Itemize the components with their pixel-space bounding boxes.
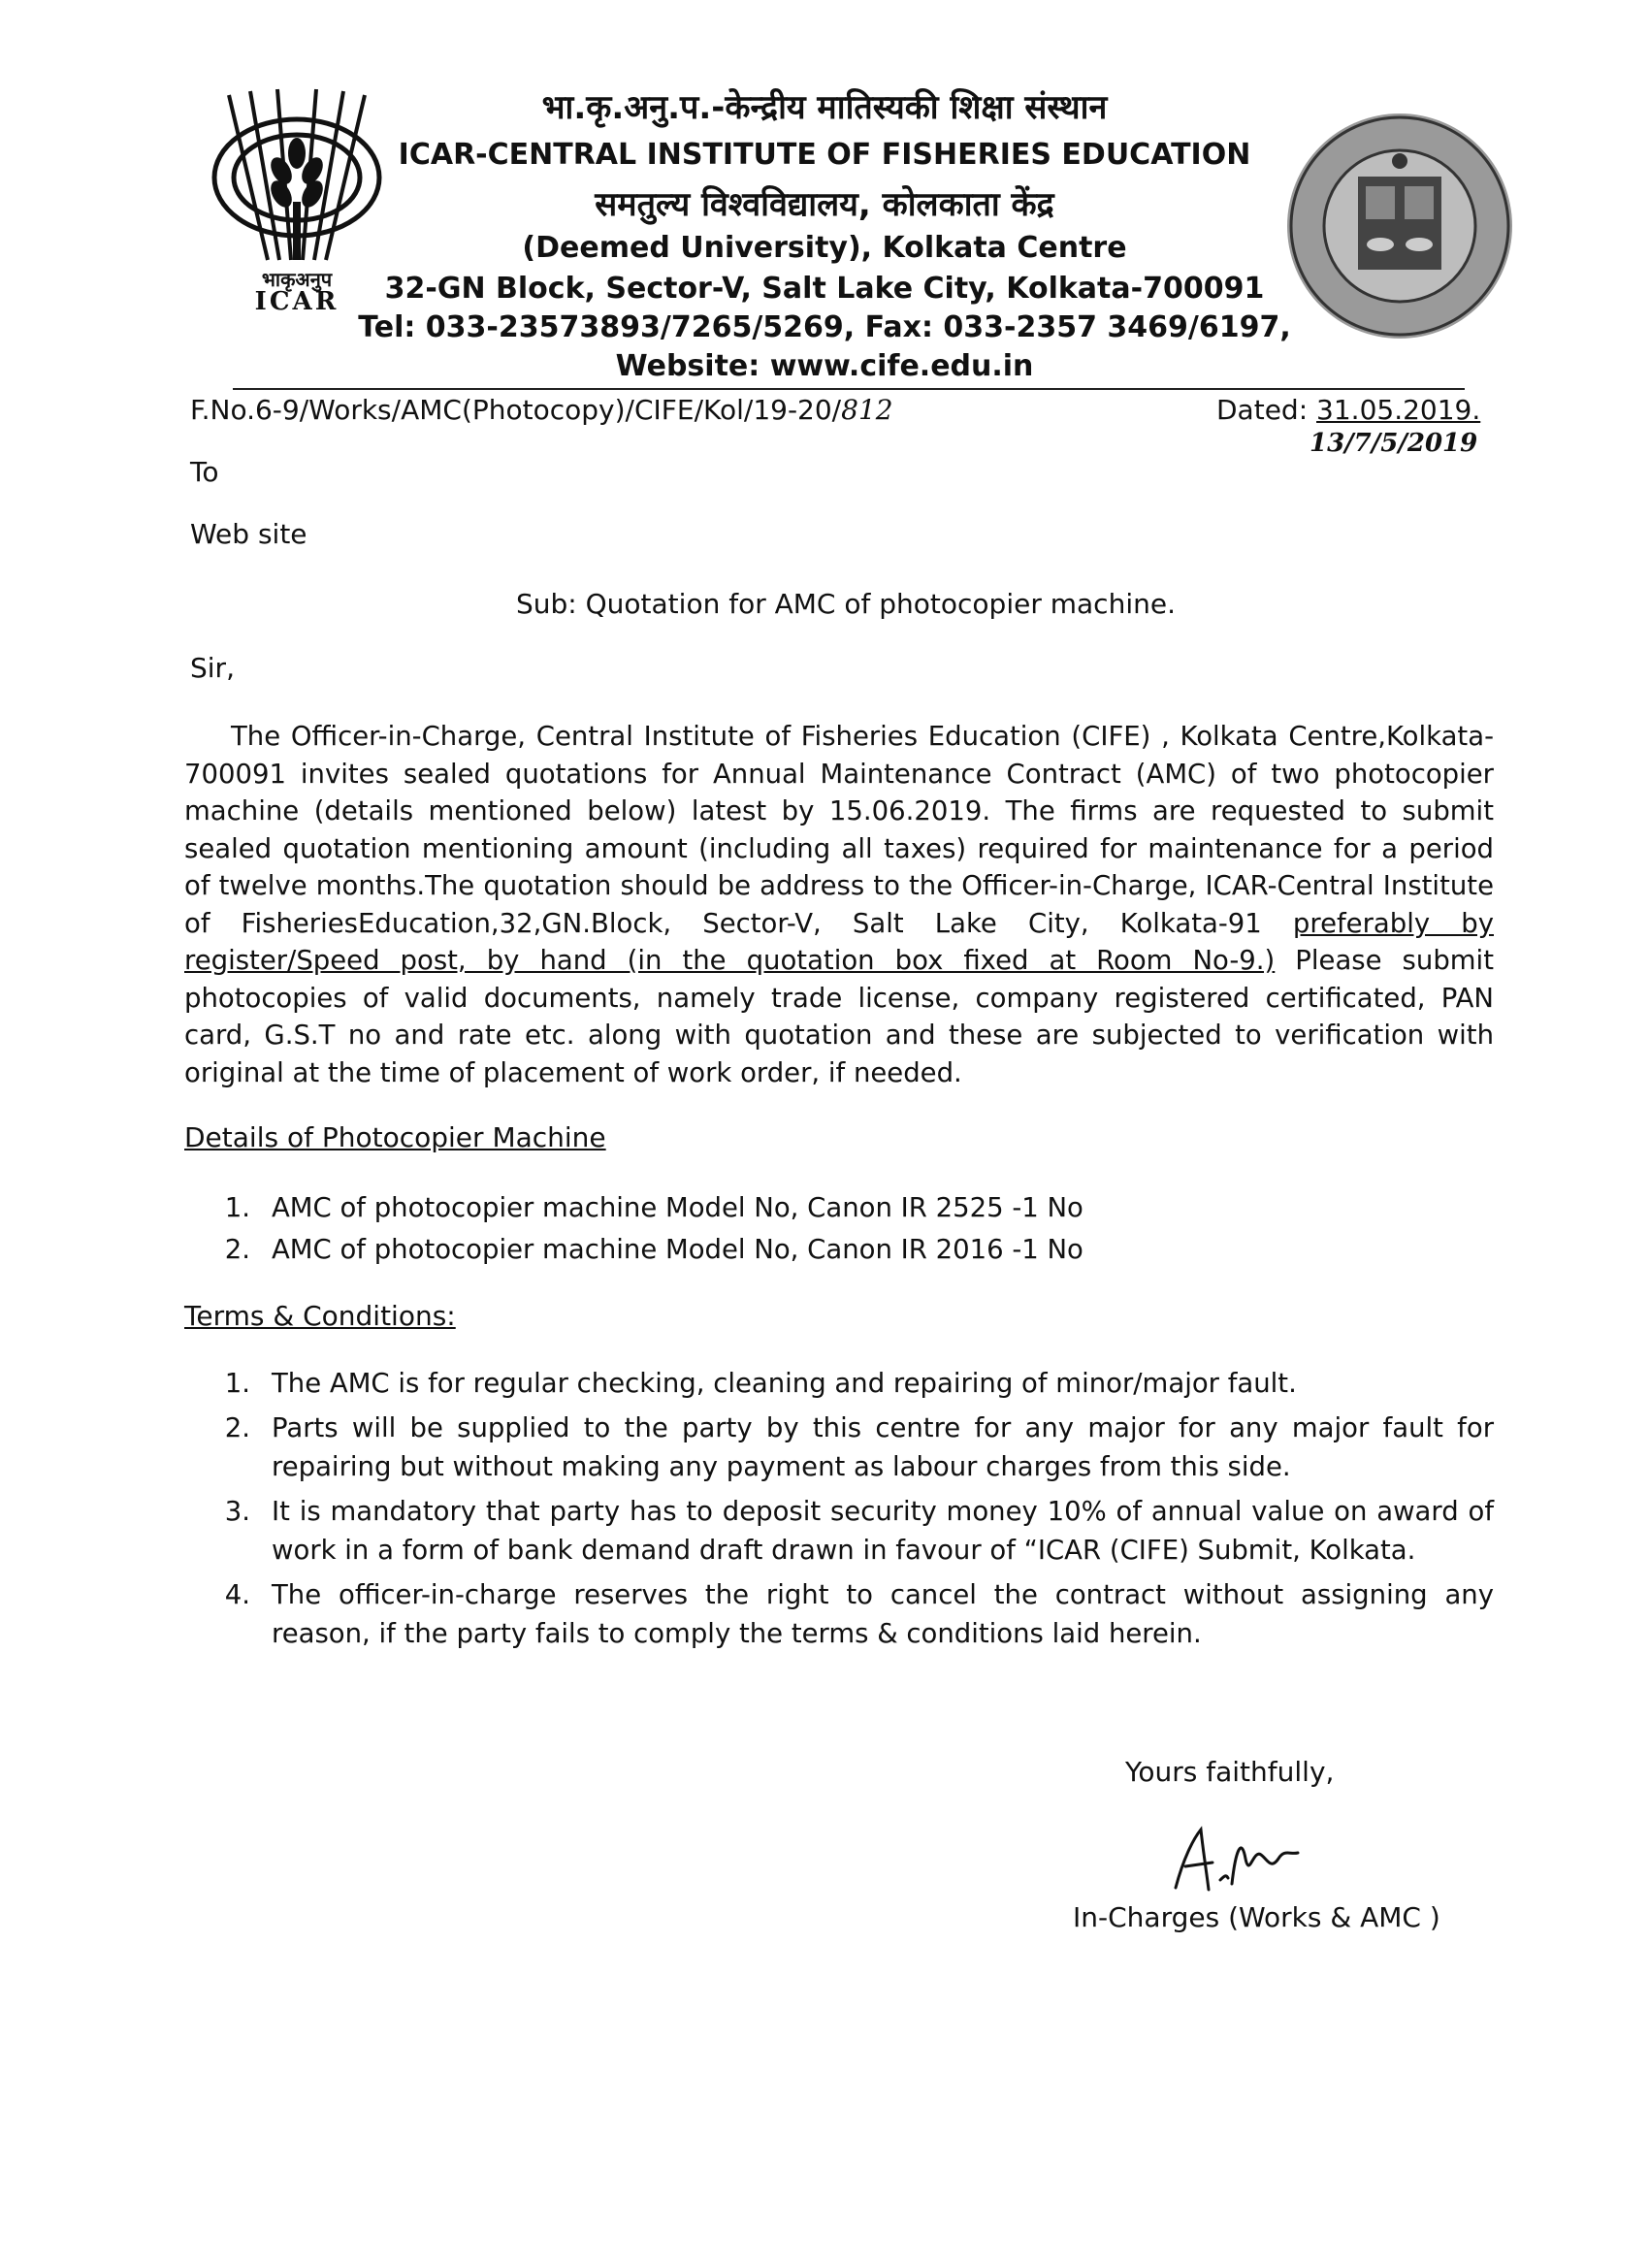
list-item-number: 2. [224, 1412, 250, 1443]
institute-website: Website: www.cife.edu.in [615, 349, 1034, 383]
details-heading: Details of Photocopier Machine [184, 1121, 606, 1153]
list-item-text: Parts will be supplied to the party by this centre for any major for any major fault for repairing but without making any payment as labour charges from this side. [272, 1412, 1494, 1482]
list-item [184, 1492, 1494, 1570]
body-text-1: The Officer-in-Charge, Central Institute of Fisheries Education (CIFE) , Kolkata Centre,Kolkata-700091 invites sealed quotations for Annual Maintenance Contract (AMC) of two photocopier machine (details mentioned below) latest by 15.06.2019. The firms are requested to submit sealed quotation mentioning amount (including all taxes) required for maintenance for a period of twelve months.The quotation should be address to the Officer-in-Charge, ICAR-Central Institute of FisheriesEducation,32,GN.Block, Sector-V, Salt Lake City, Kolkata-91 [184, 721, 1494, 939]
list-item-number: 4. [224, 1579, 250, 1610]
machine-list [184, 1187, 1445, 1271]
recipient: Web site [190, 518, 307, 550]
institute-address: 32-GN Block, Sector-V, Salt Lake City, Kolkata-700091 [384, 272, 1265, 306]
terms-heading: Terms & Conditions: [184, 1300, 456, 1332]
signatory: In-Charges (Works & AMC ) [1073, 1901, 1440, 1933]
logo-hindi: भाकृअनुप [261, 268, 333, 291]
list-item-number: 2. [224, 1234, 250, 1265]
to-label: To [190, 456, 219, 488]
deemed-university: (Deemed University), Kolkata Centre [522, 231, 1127, 265]
dated-value: 31.05.2019. [1316, 394, 1481, 426]
body-underlined-text: preferably by register/Speed post, by hand (in the quotation box fixed at Room No-9.) [184, 907, 1494, 976]
subject-line: Sub: Quotation for AMC of photocopier machine. [516, 588, 1176, 620]
closing: Yours faithfully, [1125, 1756, 1335, 1788]
list-item [184, 1229, 1445, 1271]
salutation: Sir, [190, 652, 235, 684]
signature [1164, 1820, 1319, 1897]
list-item-text: AMC of photocopier machine Model No, Canon IR 2016 -1 No [272, 1234, 1083, 1265]
logo-text: ICAR [254, 287, 340, 316]
dated [1216, 394, 1480, 426]
body-paragraph [184, 718, 1494, 1091]
terms-list [184, 1364, 1494, 1659]
list-item-text: The AMC is for regular checking, cleaning and repairing of minor/major fault. [272, 1368, 1297, 1399]
file-number-text: F.No.6-9/Works/AMC(Photocopy)/CIFE/Kol/19-20/ [190, 394, 842, 426]
header-divider [233, 388, 1465, 390]
institute-hindi-subtitle: समतुल्य विश्वविद्यालय, कोलकाता केंद्र [595, 185, 1054, 224]
list-item-text: It is mandatory that party has to deposit security money 10% of annual value on award of work in a form of bank demand draft drawn in favour of “ICAR (CIFE) Submit, Kolkata. [272, 1496, 1494, 1566]
list-item-number: 1. [224, 1368, 250, 1399]
institute-hindi-name: भा.कृ.अनु.प.-केन्द्रीय मातिस्यकी शिक्षा संस्थान [541, 88, 1108, 127]
institute-name: ICAR-CENTRAL INSTITUTE OF FISHERIES EDUCATION [398, 138, 1251, 172]
list-item [184, 1409, 1494, 1486]
list-item [184, 1187, 1445, 1229]
dated-handwritten: 13/7/5/2019 [1310, 429, 1478, 458]
list-item [184, 1364, 1494, 1403]
body-text-2: Please submit photocopies of valid documents, namely trade license, company registered certificated, PAN card, G.S.T no and rate etc. along with quotation and these are subjected to verification with original at the time of placement of work order, if needed. [184, 945, 1494, 1088]
file-number [190, 394, 893, 426]
list-item-text: AMC of photocopier machine Model No, Canon IR 2525 -1 No [272, 1192, 1083, 1223]
list-item-text: The officer-in-charge reserves the right to cancel the contract without assigning any reason, if the party fails to comply the terms & conditions laid herein. [272, 1579, 1494, 1649]
dated-label: Dated: [1216, 394, 1309, 426]
file-number-handwritten: 812 [841, 394, 893, 426]
list-item-number: 1. [224, 1192, 250, 1223]
institute-phone: Tel: 033-23573893/7265/5269, Fax: 033-2357 3469/6197, [358, 310, 1291, 344]
list-item [184, 1575, 1494, 1653]
list-item-number: 3. [224, 1496, 250, 1527]
handwritten-signature-icon [1164, 1820, 1319, 1897]
